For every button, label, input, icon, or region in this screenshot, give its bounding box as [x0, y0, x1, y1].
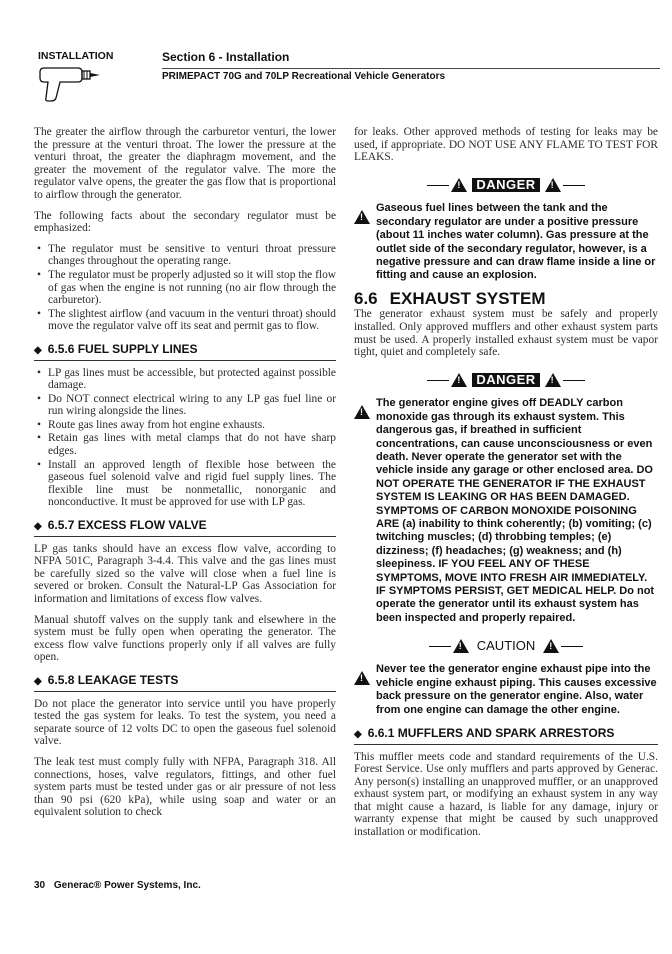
- subsection-heading: ◆ 6.5.8 LEAKAGE TESTS: [34, 674, 336, 692]
- left-column: [34, 126, 336, 827]
- subsection-heading: ◆ 6.5.7 EXCESS FLOW VALVE: [34, 519, 336, 537]
- section-title: Section 6 - Installation: [162, 50, 290, 64]
- paragraph: for leaks. Other approved methods of testing for leaks may be used, if appropriate. DO NOT USE ANY FLAME TO TEST FOR LEAKS.: [354, 126, 658, 164]
- caution-label: CAUTION: [476, 637, 536, 653]
- page-number: 30: [34, 880, 46, 891]
- list-item: • The slightest airflow (and vacuum in the venturi throat) should move the regulator valve off its seat and permit gas to flow.: [34, 308, 336, 333]
- bullet-list: [34, 243, 336, 333]
- danger-label: DANGER: [472, 373, 539, 388]
- paragraph: This muffler meets code and standard requirements of the U.S. Forest Service. Use only mufflers and parts approved by Generac. Any person(s) installing an unapproved muffler, or an unapproved exhaust system part, or modifying an exhaust system in any way that might cause a hazard, is liable for any damage, injury or warranty expense that might be caused by such unapproved installation or modification.: [354, 750, 658, 839]
- danger-signal: [354, 178, 658, 193]
- paragraph: The generator exhaust system must be safely and properly installed. Only approved mufflers and other exhaust system parts must be used. A properly installed exhaust system must be vapor tight, quiet and completely safe.: [354, 308, 658, 359]
- paragraph: Do not place the generator into service until you have properly tested the gas system for leaks. To test the system, you need a separate source of 12 volts DC to open the gaseous fuel solenoid valve.: [34, 697, 336, 748]
- paragraph: The following facts about the secondary regulator must be emphasized:: [34, 209, 336, 235]
- list-item: • Install an approved length of flexible hose between the gaseous fuel solenoid valve and rigid fuel supply lines. The flexible line must be nonmetallic, nonorganic and nonconductive. It must be approved for use with LP gas.: [34, 459, 336, 509]
- document-subtitle: PRIMEPACT 70G and 70LP Recreational Vehicle Generators: [162, 71, 446, 82]
- caution-notice: [354, 663, 658, 717]
- warning-triangle-icon: [545, 178, 561, 192]
- company-name: Generac® Power Systems, Inc.: [53, 880, 201, 891]
- warning-triangle-icon: [451, 178, 467, 192]
- right-column: [354, 126, 658, 847]
- diamond-icon: ◆: [354, 728, 362, 740]
- paragraph: LP gas tanks should have an excess flow valve, according to NFPA 501C, Paragraph 3-4.4. This valve and the gas lines must be carefully sized so the valve will close when a fuel line is severed or broken. Consult the Natural-LP Gas Association for information and limitations of excess flow valves.: [34, 542, 336, 605]
- section-tab: [38, 50, 148, 104]
- warning-triangle-icon: [451, 373, 467, 387]
- warning-triangle-icon: [453, 639, 469, 653]
- caution-text: Never tee the generator engine exhaust pipe into the vehicle engine exhaust piping. This causes excessive back pressure on the generator engine. Also, water from one engine can damage the other engine.: [376, 663, 657, 716]
- danger-label: DANGER: [472, 178, 539, 193]
- diamond-icon: ◆: [34, 521, 42, 533]
- section-tab-label: INSTALLATION: [38, 50, 114, 62]
- header-rule: [162, 68, 660, 69]
- subsection-heading: ◆ 6.5.6 FUEL SUPPLY LINES: [34, 343, 336, 361]
- list-item: • Route gas lines away from hot engine exhausts.: [34, 419, 336, 432]
- warning-triangle-icon: [354, 405, 370, 419]
- list-item: • The regulator must be properly adjusted so it will stop the flow of gas when the engine is not running (no air flow through the carburetor).: [34, 269, 336, 307]
- danger-notice: [354, 397, 658, 625]
- warning-triangle-icon: [354, 671, 370, 685]
- list-item: • The regulator must be sensitive to venturi throat pressure changes throughout the operating range.: [34, 243, 336, 268]
- diamond-icon: ◆: [34, 675, 42, 687]
- list-item: • Do NOT connect electrical wiring to any LP gas fuel line or run wiring alongside the lines.: [34, 393, 336, 418]
- paragraph: Manual shutoff valves on the supply tank and elsewhere in the system must be fully open when operating the generator. The excess flow valve functions properly only if all valves are fully open.: [34, 613, 336, 664]
- warning-triangle-icon: [354, 210, 370, 224]
- danger-text: Gaseous fuel lines between the tank and the secondary regulator are under a positive pressure (about 11 inches water column). Gas pressure at the outlet side of the secondary regulator, however, is a negative pressure and can draw flame inside a line or fitting and cause an explosion.: [376, 202, 656, 282]
- subsection-heading: ◆ 6.6.1 MUFFLERS AND SPARK ARRESTORS: [354, 727, 658, 745]
- danger-text: The generator engine gives off DEADLY carbon monoxide gas through its exhaust system. This dangerous gas, if breathed in sufficient concentrations, can cause unconsciousness or even death. Never operate the generator set with the vehicle inside any garage or other enclosed area. DO NOT OPERATE THE GENERATOR IF THE EXHAUST SYSTEM IS LEAKING OR HAS BEEN DAMAGED. SYMPTOMS OF CARBON MONOXIDE POISONING ARE (a) inability to think coherently; (b) vomiting; (c) twitching muscles; (d) throbbing temples; (e) dizziness; (f) headaches; (g) weakness; and (h) sleepiness. IF YOU FEEL ANY OF THESE SYMPTOMS, MOVE INTO FRESH AIR IMMEDIATELY. IF SYMPTOMS PERSIST, GET MEDICAL HELP. Do not operate the generator until its exhaust system has been inspected and properly repaired.: [376, 397, 655, 624]
- warning-triangle-icon: [545, 373, 561, 387]
- danger-notice: [354, 202, 658, 282]
- page-footer: [34, 880, 201, 891]
- list-item: • LP gas lines must be accessible, but protected against possible damage.: [34, 367, 336, 392]
- drill-icon: [38, 64, 106, 104]
- paragraph: The leak test must comply fully with NFPA, Paragraph 318. All connections, hoses, valve regulators, fittings, and other fuel system parts must be tested under gas or air pressure of not less than 90 psi (620 kPa), while using soap and water or an equivalent solution to check: [34, 755, 336, 819]
- diamond-icon: ◆: [34, 344, 42, 356]
- section-heading: 6.6 EXHAUST SYSTEM: [354, 288, 546, 308]
- danger-signal: [354, 373, 658, 388]
- page-header: [162, 50, 660, 82]
- caution-signal: [354, 639, 658, 653]
- paragraph: The greater the airflow through the carburetor venturi, the lower the pressure at the venturi throat. The lower the pressure at the venturi throat, the greater the diaphragm movement, and the greater the movement of the regulator valve. The more the regulator valve opens, the greater the gas flow that is proportional to airflow through the generator.: [34, 126, 336, 201]
- list-item: • Retain gas lines with metal clamps that do not have sharp edges.: [34, 432, 336, 457]
- bullet-list: [34, 367, 336, 510]
- warning-triangle-icon: [543, 639, 559, 653]
